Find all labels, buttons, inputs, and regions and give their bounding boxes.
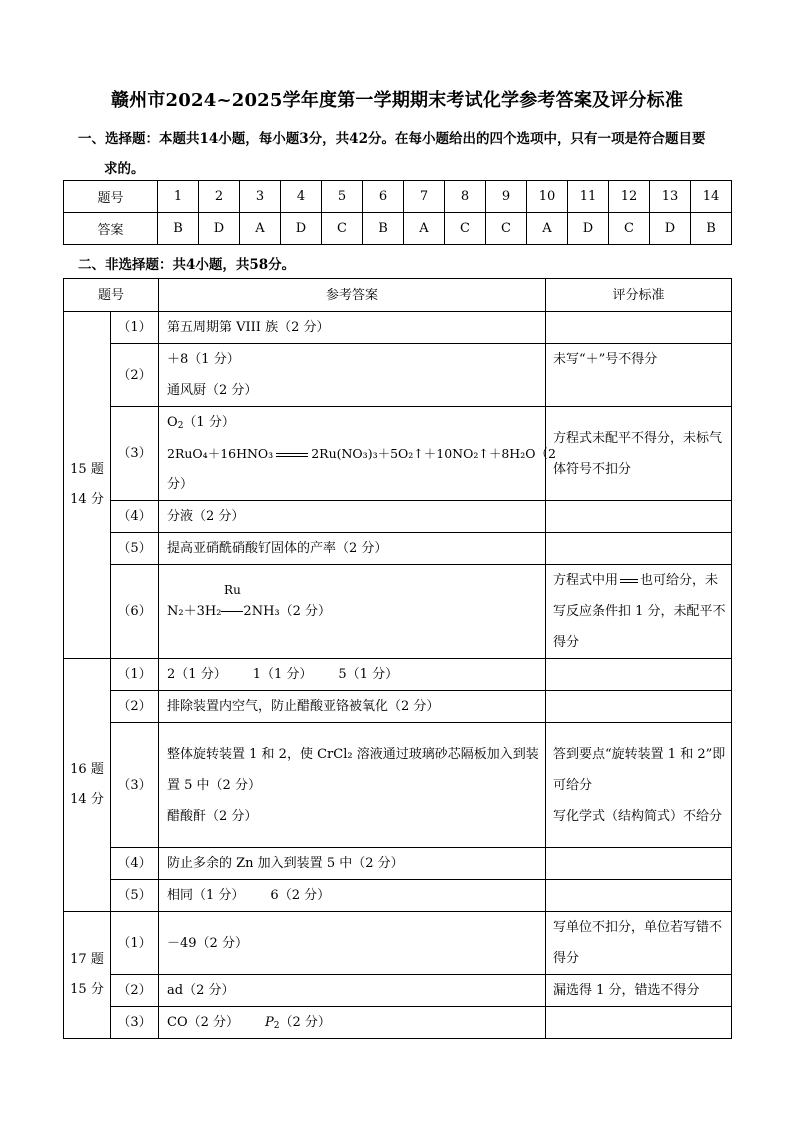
criteria-cell: 答到要点“旋转装置 1 和 2”即可给分 写化学式（结构简式）不给分 (546, 723, 732, 848)
part-number: （2） (111, 344, 159, 407)
table-row (64, 723, 732, 848)
mc-answer-label: 答案 (64, 213, 158, 245)
answer-cell: 整体旋转装置 1 和 2，使 CrCl₂ 溶液通过玻璃砂芯隔板加入到装置 5 中（2 分） 醋酸酐（2 分） (159, 723, 546, 848)
mc-question-number: 4 (281, 181, 322, 213)
q15-label: 15 题 14 分 (64, 312, 111, 659)
part-number: （1） (111, 312, 159, 344)
mc-answer-row (64, 213, 732, 245)
section-1-heading (78, 124, 738, 184)
part-number: （2） (111, 691, 159, 723)
criteria-cell: 漏选得 1 分，错选不得分 (546, 975, 732, 1007)
part-number: （5） (111, 880, 159, 912)
mc-question-number: 8 (445, 181, 486, 213)
answer-cell: ＋8（1 分） 通风厨（2 分） (159, 344, 546, 407)
criteria-cell (546, 880, 732, 912)
mc-answer: A (240, 213, 281, 245)
table-row (64, 659, 732, 691)
q16-label: 16 题 14 分 (64, 659, 111, 912)
criteria-cell (546, 848, 732, 880)
answer-cell: 分液（2 分） (159, 501, 546, 533)
criteria-cell (546, 533, 732, 565)
part-number: （3） (111, 1007, 159, 1039)
table-header-row (64, 279, 732, 312)
mc-answer: D (568, 213, 609, 245)
mc-answer: D (650, 213, 691, 245)
table-row (64, 565, 732, 659)
mc-question-number: 2 (199, 181, 240, 213)
answer-cell: 第五周期第 VIII 族（2 分） (159, 312, 546, 344)
mc-question-number: 13 (650, 181, 691, 213)
mc-question-number: 1 (158, 181, 199, 213)
table-row (64, 691, 732, 723)
part-number: （3） (111, 723, 159, 848)
criteria-cell (546, 1007, 732, 1039)
answer-cell: 排除装置内空气，防止醋酸亚铬被氧化（2 分） (159, 691, 546, 723)
answer-cell: 防止多余的 Zn 加入到装置 5 中（2 分） (159, 848, 546, 880)
chemical-equation: N₂＋3H₂ Ru 2NH₃（2 分） (167, 583, 332, 619)
mc-answer: A (404, 213, 445, 245)
header-criteria: 评分标准 (546, 279, 732, 312)
mc-answer: B (691, 213, 732, 245)
header-answer: 参考答案 (159, 279, 546, 312)
part-number: （5） (111, 533, 159, 565)
chemical-equation: 2RuO₄＋16HNO₃ 2Ru(NO₃)₃＋5O₂↑＋10NO₂↑＋8H₂O（2 (167, 446, 556, 461)
non-choice-answer-table (63, 278, 732, 1039)
mc-question-number: 10 (527, 181, 568, 213)
table-row (64, 533, 732, 565)
answer-cell: $O_2(1$ 分） 2RuO₄＋16HNO₃ 2Ru(NO₃)₃＋5O₂↑＋10NO₂↑＋8H₂O（2 分） (159, 407, 546, 501)
part-number: （6） (111, 565, 159, 659)
header-question: 题号 (64, 279, 159, 312)
part-number: （1） (111, 659, 159, 691)
mc-number-row (64, 181, 732, 213)
mc-answer: D (199, 213, 240, 245)
mc-question-number: 7 (404, 181, 445, 213)
q17-label: 17 题 15 分 (64, 912, 111, 1039)
part-number: （2） (111, 975, 159, 1007)
mc-answer: B (158, 213, 199, 245)
criteria-cell: 未写“＋”号不得分 (546, 344, 732, 407)
mc-answer: C (609, 213, 650, 245)
mc-answer: B (363, 213, 404, 245)
mc-answer: D (281, 213, 322, 245)
mc-answer: C (445, 213, 486, 245)
mc-question-number: 14 (691, 181, 732, 213)
mc-question-number: 12 (609, 181, 650, 213)
table-row (64, 1007, 732, 1039)
criteria-cell (546, 659, 732, 691)
mc-question-number: 6 (363, 181, 404, 213)
part-number: （1） (111, 912, 159, 975)
part-number: （4） (111, 848, 159, 880)
mc-question-number: 5 (322, 181, 363, 213)
answer-cell: CO（2 分） $P_2(2$ 分） (159, 1007, 546, 1039)
criteria-cell: 写单位不扣分，单位若写错不得分 (546, 912, 732, 975)
multiple-choice-answer-table (63, 180, 732, 245)
table-row (64, 975, 732, 1007)
mc-answer: C (486, 213, 527, 245)
criteria-cell (546, 501, 732, 533)
section-1-line1: 一、选择题：本题共14小题，每小题3分，共42分。在每小题给出的四个选项中，只有一项是符合题目要 (78, 131, 706, 147)
table-row (64, 912, 732, 975)
mc-answer: A (527, 213, 568, 245)
criteria-cell (546, 691, 732, 723)
criteria-cell: 方程式中用 也可给分，未写反应条件扣 1 分，未配平不得分 (546, 565, 732, 659)
answer-cell: 提高亚硝酰硝酸钌固体的产率（2 分） (159, 533, 546, 565)
answer-cell (159, 565, 546, 659)
answer-cell: ad（2 分） (159, 975, 546, 1007)
criteria-cell (546, 312, 732, 344)
table-row (64, 344, 732, 407)
table-row (64, 407, 732, 501)
table-row (64, 848, 732, 880)
section-1-line2: 求的。 (104, 161, 145, 177)
criteria-cell: 方程式未配平不得分，未标气体符号不扣分 (546, 407, 732, 501)
mc-number-label: 题号 (64, 181, 158, 213)
part-number: （3） (111, 407, 159, 501)
answer-cell: －49（2 分） (159, 912, 546, 975)
page-title: 赣州市2024~2025学年度第一学期期末考试化学参考答案及评分标准 (110, 90, 684, 111)
table-row (64, 312, 732, 344)
answer-cell: 2（1 分） 1（1 分） 5（1 分） (159, 659, 546, 691)
table-row (64, 501, 732, 533)
mc-question-number: 3 (240, 181, 281, 213)
section-2-heading: 二、非选择题：共4小题，共58分。 (78, 257, 296, 273)
mc-question-number: 9 (486, 181, 527, 213)
answer-cell: 相同（1 分） 6（2 分） (159, 880, 546, 912)
mc-question-number: 11 (568, 181, 609, 213)
table-row (64, 880, 732, 912)
mc-answer: C (322, 213, 363, 245)
part-number: （4） (111, 501, 159, 533)
